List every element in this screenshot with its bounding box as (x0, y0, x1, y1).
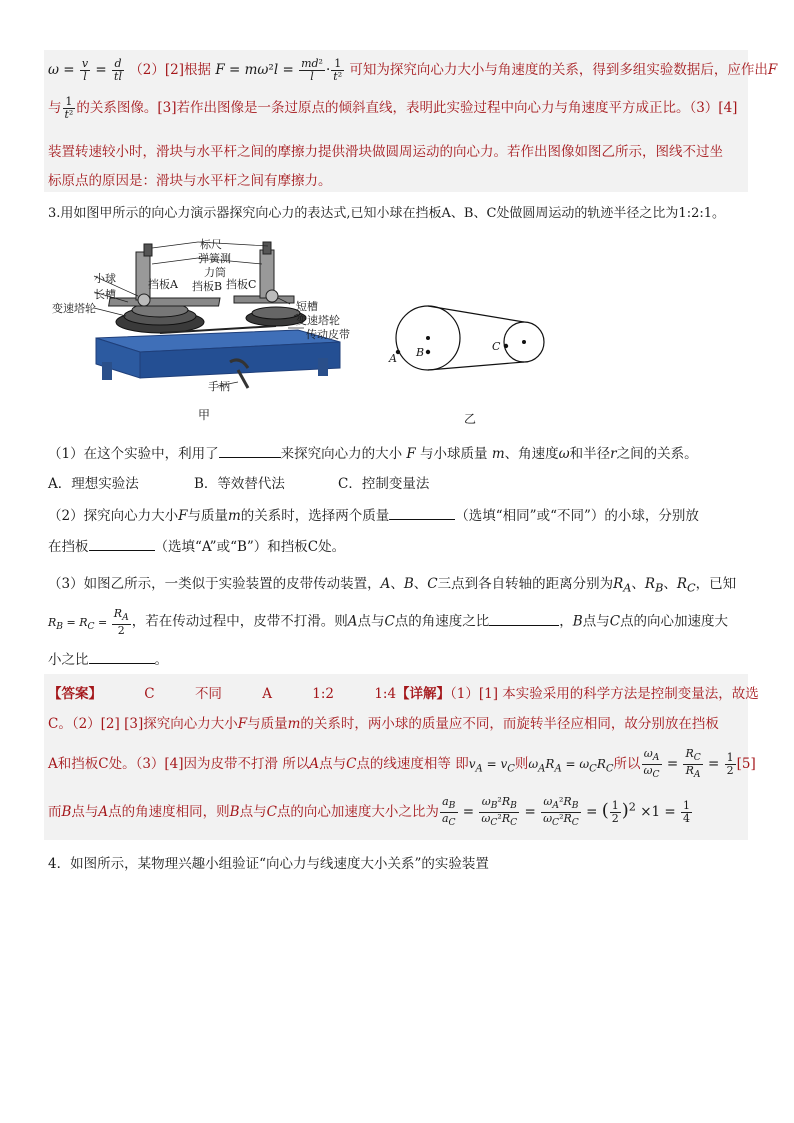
answer-4: 1:2 (312, 686, 335, 702)
point-c-dot (504, 344, 508, 348)
q3-sub1-blank[interactable] (219, 445, 281, 458)
omega-ratio-formula: $\frac{\omega_A}{\omega_C}$ = $\frac{R_C}{R_A}$ = $\frac{1}{2}$ (643, 747, 734, 781)
detail-line4-a: 而 (48, 804, 62, 821)
label-chuandong-pidai: 传动皮带 (306, 328, 350, 341)
prev-answer-part2-prefix: （2）[2]根据 (129, 62, 212, 78)
point-c-label: C (492, 340, 501, 353)
detail-line3-e: 所以 (613, 756, 641, 773)
detail-line4-d: 点与 (239, 804, 267, 821)
q3-answer-line-3: A和挡板C处。（3）[4]因为皮带不打滑 所以A点与C点的线速度相等 即$v_A = v_C$则$\omega_AR_A = \omega_CR_C$所以 $\frac{\omega_A}{\omega_C}$ = $\frac{R_C}{R_A}$ = $\frac{1}{2}$ [5] (48, 747, 756, 781)
q3-sub2-a: （2）探究向心力大小 (48, 508, 179, 524)
label-lixtong: 力筒 (204, 266, 226, 279)
q3-sub3-line1-c: ，已知 (695, 576, 737, 592)
detail-line3-f: [5] (736, 756, 756, 773)
detail-line3-b: 点与 (319, 756, 347, 773)
q3-sub3-line1: （3）如图乙所示，一类似于实验装置的皮带传动装置，A、B、C三点到各自转轴的距离分别为$R_A$、$R_B$、$R_C$，已知 (48, 576, 737, 595)
answer-2: 不同 (194, 686, 222, 702)
force-formula: F = mω²l = $\frac{\text{md²}}{l}$ · $\frac{1}{\text{t²}}$ (215, 57, 343, 83)
q3-sub1-text-d: 和半径 (569, 446, 611, 462)
q3-sub3-line2-b: 点与 (357, 613, 385, 630)
detail-line3-d: 则 (514, 756, 529, 773)
q3-sub3-line1-b: 三点到各自转轴的距离分别为 (437, 576, 614, 592)
q3-answer-line-1 (48, 682, 759, 702)
detail-line2-c: 的关系时，两小球的质量应不同，而旋转半径应相同，故分别放在挡板 (300, 716, 719, 732)
q4-stem: 4．如图所示，某物理兴趣小组验证“向心力与线速度大小关系”的实验装置 (48, 856, 489, 872)
omega-formula: ω = $\frac{v}{l}$ = $\frac{d}{tl}$ (48, 57, 122, 83)
q3-option-c[interactable]: C．控制变量法 (338, 476, 430, 492)
label-xiaoqiu: 小球 (94, 272, 116, 285)
label-biaochi: 标尺 (200, 238, 222, 251)
q3-sub1-text-b: 与小球质量 (420, 446, 488, 462)
detail-line2-a: C。（2）[2] [3]探究向心力大小 (48, 716, 238, 732)
point-b-label: B (416, 346, 425, 359)
q3-sub2-blank-1[interactable] (389, 507, 455, 520)
one-over-t2-fraction: $\frac{1}{\text{t²}}$ (64, 95, 74, 121)
label-changcao: 长槽 (94, 288, 116, 301)
prev-answer-line1-text: 可知为探究向心力大小与角速度的关系，得到多组实验数据后，应作出 (349, 62, 768, 78)
q3-sub3-line2-f: 点的向心加速度大 (620, 613, 729, 630)
point-a-label: A (389, 352, 397, 365)
label-biansu-talun-left: 变速塔轮 (52, 302, 96, 315)
q3-sub2-c: 的关系时，选择两个质量 (240, 508, 390, 524)
q3-sub2-d: （选填“相同”或“不同”）的小球，分别放 (455, 508, 699, 524)
q3-sub3-line3-a: 小之比 (48, 652, 89, 668)
q3-stem: 3.用如图甲所示的向心力演示器探究向心力的表达式,已知小球在挡板A、B、C处做圆周运动的轨迹半径之比为1:2:1。 (48, 206, 725, 221)
q3-sub3-blank-2[interactable] (89, 651, 155, 664)
detail-line4-b: 点与 (71, 804, 99, 821)
label-duancao: 短槽 (296, 300, 318, 313)
figure-jia-caption: 甲 (198, 408, 211, 422)
q3-sub3-blank-1[interactable] (489, 613, 559, 626)
label-tanhuangce: 弹簧测 (198, 252, 231, 265)
answer-5: 1:4 (374, 686, 397, 702)
q3-answer-line-2: C。（2）[2] [3]探究向心力大小F与质量m的关系时，两小球的质量应不同，而旋转半径应相同，故分别放在挡板 (48, 716, 719, 732)
answer-1: C (144, 686, 155, 702)
detail-1: （1）[1] 本实验采用的科学方法是控制变量法，故选 (450, 686, 759, 702)
label-dangban-c: 挡板C (226, 278, 257, 291)
q3-sub1: （1）在这个实验中，利用了 来探究向心力的大小 F 与小球质量 m、角速度ω和半径r之间的关系。 (48, 446, 698, 462)
q3-answer-line-4: 而B点与A点的角速度相同，则B点与C点的向心加速度大小之比为 $\frac{a_B}{a_C}$ = $\frac{\omega_B^2R_B}{\omega_C^2R_C}$ = $\frac{\omega_A^2R_B}{\omega_C^2R_C}$ = ( $\frac{1}{2}$ )$^2$ ×1 = $\frac{1}{4}$ (48, 796, 693, 829)
prev-answer-line-4: 标原点的原因是：滑块与水平杆之间有摩擦力。 (48, 173, 332, 189)
label-dangban-b: 挡板B (192, 280, 223, 293)
figure-yi-belt-drive (384, 296, 554, 386)
rb-rc-formula: $R_B = R_C$ = $\frac{R_A}{2}$ (48, 607, 129, 638)
q3-sub3-line2-d: ， (559, 613, 573, 630)
q3-sub1-text-e: 之间的关系。 (616, 446, 698, 462)
detail-tag: 【详解】 (396, 686, 451, 702)
detail-line3-c: 点的线速度相等 即 (356, 756, 469, 773)
q3-sub3-line2: $R_B = R_C$ = $\frac{R_A}{2}$ ，若在传动过程中，皮带不打滑。则A点与C点的角速度之比 ，B点与C点的向心加速度大 (48, 607, 729, 638)
label-dangban-a: 挡板A (148, 278, 178, 291)
q3-sub3-line2-c: 点的角速度之比 (394, 613, 490, 630)
q3-sub2-line2-b: （选填“A”或“B”）和挡板C处。 (154, 539, 346, 555)
figure-yi-caption: 乙 (464, 412, 477, 426)
answer-tag: 【答案】 (48, 686, 102, 702)
q3-sub1-prefix: （1）在这个实验中，利用了 (48, 446, 219, 462)
label-biansu-talun-right: 变速塔轮 (296, 314, 340, 327)
q3-sub3-line2-a: ，若在传动过程中，皮带不打滑。则 (131, 613, 348, 630)
prev-answer-line-3: 装置转速较小时，滑块与水平杆之间的摩擦力提供滑块做圆周运动的向心力。若作出图像如图乙所示，图线不过坐 (48, 144, 723, 160)
detail-line3-a: A和挡板C处。（3）[4]因为皮带不打滑 所以 (48, 756, 310, 773)
q3-sub2-line1: （2）探究向心力大小F与质量m的关系时，选择两个质量 （选填“相同”或“不同”）的小球，分别放 (48, 508, 699, 524)
prev-answer-line2-a: 与 (48, 100, 62, 116)
label-shoubing: 手柄 (208, 380, 230, 393)
q3-sub1-text-a: 来探究向心力的大小 (280, 446, 403, 462)
q3-sub2-line2-a: 在挡板 (48, 539, 89, 555)
prev-answer-line-2 (48, 96, 737, 121)
q3-sub2-line2 (48, 535, 345, 555)
q3-option-a[interactable]: A．理想实验法 (48, 476, 139, 492)
detail-line4-e: 点的向心加速度大小之比为 (276, 804, 439, 821)
prev-answer-line2-b: 的关系图像。[3]若作出图像是一条过原点的倾斜直线，表明此实验过程中向心力与角速度平方成正比。（3）[4] (76, 100, 738, 116)
q3-sub3-line2-e: 点与 (582, 613, 610, 630)
answer-3: A (262, 686, 272, 702)
q3-sub3-line1-a: （3）如图乙所示，一类似于实验装置的皮带传动装置， (48, 576, 381, 592)
q3-sub3-line3 (48, 648, 168, 668)
q3-option-b[interactable]: B．等效替代法 (194, 476, 285, 492)
prev-answer-line-1: ω = $\frac{v}{l}$ = $\frac{d}{tl}$ （2）[2]根据 F = mω²l = $\frac{\text{md²}}{l}$ · $\frac{1}{\text{t²}}$ 可知为探究向心力大小与角速度的关系，得到多组实验数据后，应作出F (48, 57, 778, 83)
q3-sub3-line3-end: 。 (154, 652, 168, 668)
q3-sub2-blank-2[interactable] (89, 538, 155, 551)
detail-line2-b: 与质量 (247, 716, 288, 732)
point-b-dot (426, 350, 430, 354)
q3-sub2-b: 与质量 (187, 508, 228, 524)
detail-line4-c: 点的角速度相同，则 (108, 804, 230, 821)
accel-ratio-formula: $\frac{a_B}{a_C}$ = $\frac{\omega_B^2R_B}{\omega_C^2R_C}$ = $\frac{\omega_A^2R_B}{\omega_C^2R_C}$ = ( $\frac{1}{2}$ )$^2$ ×1 = $\frac{1}{4}$ (441, 795, 691, 829)
q3-sub1-text-c: 、角速度 (504, 446, 559, 462)
